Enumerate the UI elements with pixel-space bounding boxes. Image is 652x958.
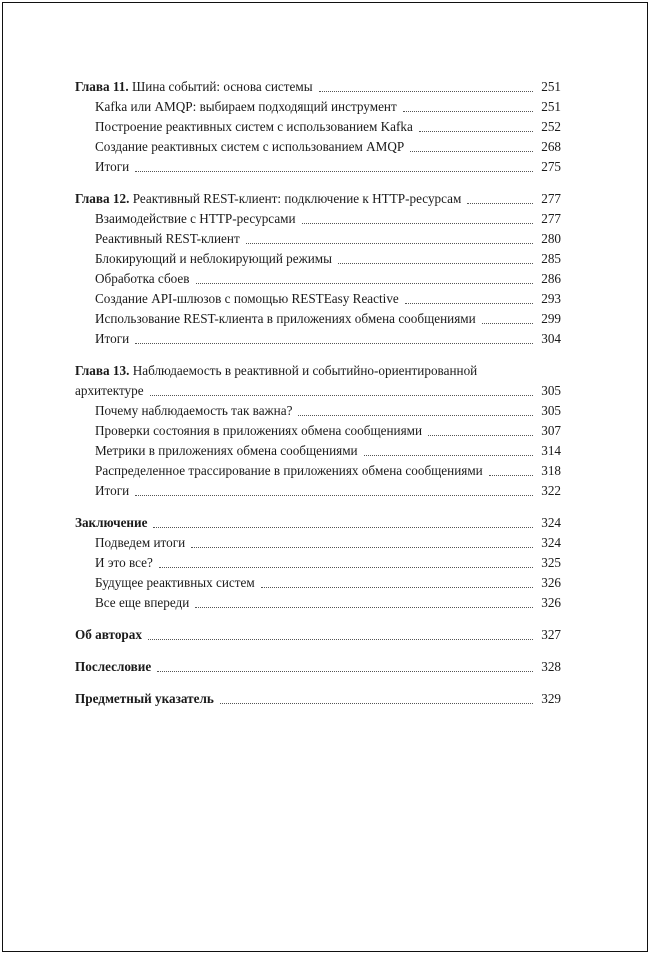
chapter-12 bbox=[75, 189, 561, 349]
afterword bbox=[75, 657, 561, 677]
chapter-13 bbox=[75, 361, 561, 501]
page-number: 307 bbox=[541, 423, 561, 438]
leader-dots bbox=[403, 110, 533, 112]
entry-title: И это все? bbox=[95, 555, 153, 570]
page-number: 251 bbox=[541, 99, 561, 114]
leader-dots bbox=[261, 586, 533, 588]
leader-dots bbox=[405, 302, 533, 304]
leader-dots bbox=[135, 342, 533, 344]
leader-dots bbox=[135, 170, 533, 172]
page-number: 326 bbox=[541, 575, 561, 590]
conclusion-heading[interactable] bbox=[75, 513, 561, 533]
leader-dots bbox=[338, 262, 533, 264]
chapter-label: Глава 12. bbox=[75, 191, 130, 206]
leader-dots bbox=[298, 414, 533, 416]
leader-dots bbox=[410, 150, 533, 152]
toc-entry[interactable] bbox=[75, 573, 561, 593]
page-number: 324 bbox=[541, 515, 561, 530]
page-number: 305 bbox=[541, 403, 561, 418]
toc-entry-about-authors[interactable] bbox=[75, 625, 561, 645]
toc-entry[interactable] bbox=[75, 97, 561, 117]
toc-entry[interactable] bbox=[75, 329, 561, 349]
entry-title: Создание реактивных систем с использованием AMQP bbox=[95, 139, 405, 154]
leader-dots bbox=[489, 474, 533, 476]
toc-entry[interactable] bbox=[75, 553, 561, 573]
entry-title: Метрики в приложениях обмена сообщениями bbox=[95, 443, 358, 458]
chapter-title: Реактивный REST-клиент: подключение к HTTP-ресурсам bbox=[132, 191, 462, 206]
toc-entry[interactable] bbox=[75, 593, 561, 613]
page-number: 277 bbox=[541, 191, 561, 206]
leader-dots bbox=[419, 130, 533, 132]
leader-dots bbox=[135, 494, 533, 496]
page-number: 305 bbox=[541, 383, 561, 398]
page-number: 293 bbox=[541, 291, 561, 306]
entry-title: Обработка сбоев bbox=[95, 271, 190, 286]
toc-entry[interactable] bbox=[75, 401, 561, 421]
table-of-contents bbox=[75, 77, 561, 721]
entry-title: Создание API-шлюзов с помощью RESTEasy Reactive bbox=[95, 291, 399, 306]
chapter-11 bbox=[75, 77, 561, 177]
toc-entry[interactable] bbox=[75, 269, 561, 289]
toc-entry[interactable] bbox=[75, 441, 561, 461]
entry-title: Распределенное трассирование в приложениях обмена сообщениями bbox=[95, 463, 483, 478]
index bbox=[75, 689, 561, 709]
about-authors bbox=[75, 625, 561, 645]
leader-dots bbox=[246, 242, 533, 244]
page-number: 299 bbox=[541, 311, 561, 326]
toc-entry-afterword[interactable] bbox=[75, 657, 561, 677]
toc-entry[interactable] bbox=[75, 229, 561, 249]
toc-entry[interactable] bbox=[75, 309, 561, 329]
leader-dots bbox=[150, 394, 533, 396]
leader-dots bbox=[191, 546, 533, 548]
section-title: Заключение bbox=[75, 515, 148, 530]
entry-title: Построение реактивных систем с использованием Kafka bbox=[95, 119, 413, 134]
toc-entry[interactable] bbox=[75, 137, 561, 157]
toc-entry[interactable] bbox=[75, 481, 561, 501]
page-number: 318 bbox=[541, 463, 561, 478]
toc-entry[interactable] bbox=[75, 533, 561, 553]
entry-title: Все еще впереди bbox=[95, 595, 190, 610]
leader-dots bbox=[467, 202, 533, 204]
entry-title: Итоги bbox=[95, 483, 130, 498]
page-number: 324 bbox=[541, 535, 561, 550]
chapter-title: Шина событий: основа системы bbox=[131, 79, 313, 94]
leader-dots bbox=[148, 638, 533, 640]
leader-dots bbox=[220, 702, 533, 704]
page-number: 275 bbox=[541, 159, 561, 174]
toc-entry[interactable] bbox=[75, 157, 561, 177]
chapter-label: Глава 11. bbox=[75, 79, 129, 94]
chapter-title-line1: Наблюдаемость в реактивной и событийно-ориентированной bbox=[132, 363, 478, 378]
leader-dots bbox=[195, 606, 533, 608]
page-number: 277 bbox=[541, 211, 561, 226]
section-title: Предметный указатель bbox=[75, 691, 214, 706]
page-number: 268 bbox=[541, 139, 561, 154]
page-number: 328 bbox=[541, 659, 561, 674]
entry-title: Итоги bbox=[95, 331, 130, 346]
page-number: 285 bbox=[541, 251, 561, 266]
leader-dots bbox=[157, 670, 533, 672]
book-page bbox=[2, 2, 648, 952]
toc-entry-index[interactable] bbox=[75, 689, 561, 709]
chapter-13-heading[interactable] bbox=[75, 361, 561, 381]
toc-entry[interactable] bbox=[75, 249, 561, 269]
chapter-11-heading[interactable] bbox=[75, 77, 561, 97]
leader-dots bbox=[319, 90, 533, 92]
chapter-label: Глава 13. bbox=[75, 363, 130, 378]
toc-entry[interactable] bbox=[75, 117, 561, 137]
page-number: 286 bbox=[541, 271, 561, 286]
page-number: 252 bbox=[541, 119, 561, 134]
entry-title: Подведем итоги bbox=[95, 535, 186, 550]
leader-dots bbox=[482, 322, 533, 324]
toc-entry[interactable] bbox=[75, 209, 561, 229]
page-number: 327 bbox=[541, 627, 561, 642]
page-number: 325 bbox=[541, 555, 561, 570]
entry-title: Будущее реактивных систем bbox=[95, 575, 255, 590]
entry-title: Реактивный REST-клиент bbox=[95, 231, 240, 246]
toc-entry[interactable] bbox=[75, 461, 561, 481]
chapter-13-heading-cont[interactable] bbox=[75, 381, 561, 401]
page-number: 314 bbox=[541, 443, 561, 458]
leader-dots bbox=[159, 566, 533, 568]
leader-dots bbox=[428, 434, 533, 436]
entry-title: Блокирующий и неблокирующий режимы bbox=[95, 251, 333, 266]
entry-title: Почему наблюдаемость так важна? bbox=[95, 403, 293, 418]
chapter-title-line2: архитектуре bbox=[75, 383, 144, 398]
page-number: 280 bbox=[541, 231, 561, 246]
page-number: 329 bbox=[541, 691, 561, 706]
toc-entry[interactable] bbox=[75, 289, 561, 309]
section-title: Об авторах bbox=[75, 627, 142, 642]
section-title: Послесловие bbox=[75, 659, 152, 674]
page-number: 326 bbox=[541, 595, 561, 610]
leader-dots bbox=[153, 526, 533, 528]
toc-entry[interactable] bbox=[75, 421, 561, 441]
entry-title: Взаимодействие с HTTP-ресурсами bbox=[95, 211, 296, 226]
chapter-12-heading[interactable] bbox=[75, 189, 561, 209]
entry-title: Kafka или AMQP: выбираем подходящий инструмент bbox=[95, 99, 397, 114]
entry-title: Проверки состояния в приложениях обмена сообщениями bbox=[95, 423, 423, 438]
entry-title: Итоги bbox=[95, 159, 130, 174]
leader-dots bbox=[196, 282, 534, 284]
page-number: 322 bbox=[541, 483, 561, 498]
leader-dots bbox=[302, 222, 533, 224]
page-number: 251 bbox=[541, 79, 561, 94]
entry-title: Использование REST-клиента в приложениях обмена сообщениями bbox=[95, 311, 476, 326]
conclusion bbox=[75, 513, 561, 613]
leader-dots bbox=[364, 454, 533, 456]
page-number: 304 bbox=[541, 331, 561, 346]
